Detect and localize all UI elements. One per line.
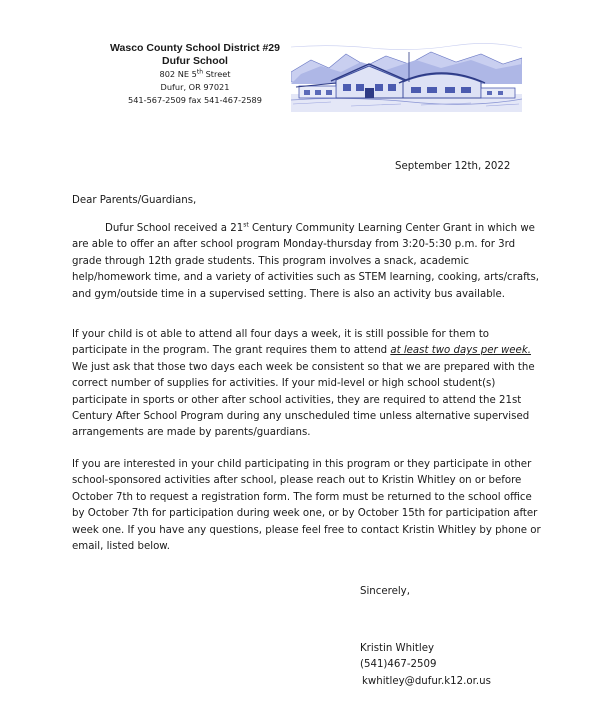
signature-block — [360, 641, 491, 690]
greeting: Dear Parents/Guardians, — [72, 195, 197, 206]
district-name: Wasco County School District #29 — [110, 42, 280, 54]
closing: Sincerely, — [360, 586, 410, 597]
letterhead — [95, 42, 295, 107]
school-name: Dufur School — [162, 55, 228, 67]
phone-fax: 541-567-2509 fax 541-467-2589 — [128, 95, 262, 105]
school-building-sketch — [291, 42, 522, 112]
paragraph-3: If you are interested in your child participating in this program or they participate in other school-sponsored activities after school, please reach out to Kristin Whitley on or before October 7th to request a registration form. The form must be returned to the school office by October 7th for participation during week one, or by October 15th for participation after week one. If you have any questions, please feel free to contact Kristin Whitley by phone or email, listed below. — [72, 459, 541, 553]
signer-name: Kristin Whitley — [360, 643, 435, 654]
emphasis-attendance: at least two days per week. — [390, 345, 531, 357]
signer-email: kwhitley@dufur.k12.or.us — [362, 675, 491, 687]
letter-date: September 12th, 2022 — [395, 161, 511, 172]
paragraph-1: Dufur School received a 21st Century Community Learning Center Grant in which we are able to offer an after school program Monday-thursday from 3:20-5:30 p.m. for 3rd grade through 12th grade students. This program involves a snack, academic help/homework time, and a variety of activities such as STEM learning, cooking, arts/crafts, and gym/outside time in a supervised setting. There is also an activity bus available. — [72, 221, 540, 300]
city-address: Dufur, OR 97021 — [160, 82, 230, 92]
paragraph-2: If your child is ot able to attend all four days a week, it is still possible for them to participate in the program. The grant requires them to attend at least two days per week. We just ask that those two days each week be consistent so that we are prepared with the correct number of supplies for activities. If your mid-level or high school student(s) participate in sports or other after school activities, they are required to attend the 21st Century After School Program during any unscheduled time unless alternative supervised arrangements are made by parents/guardians. — [72, 329, 535, 439]
street-address: 802 NE 5th Street — [159, 68, 231, 79]
signer-phone: (541)467-2509 — [360, 659, 437, 671]
